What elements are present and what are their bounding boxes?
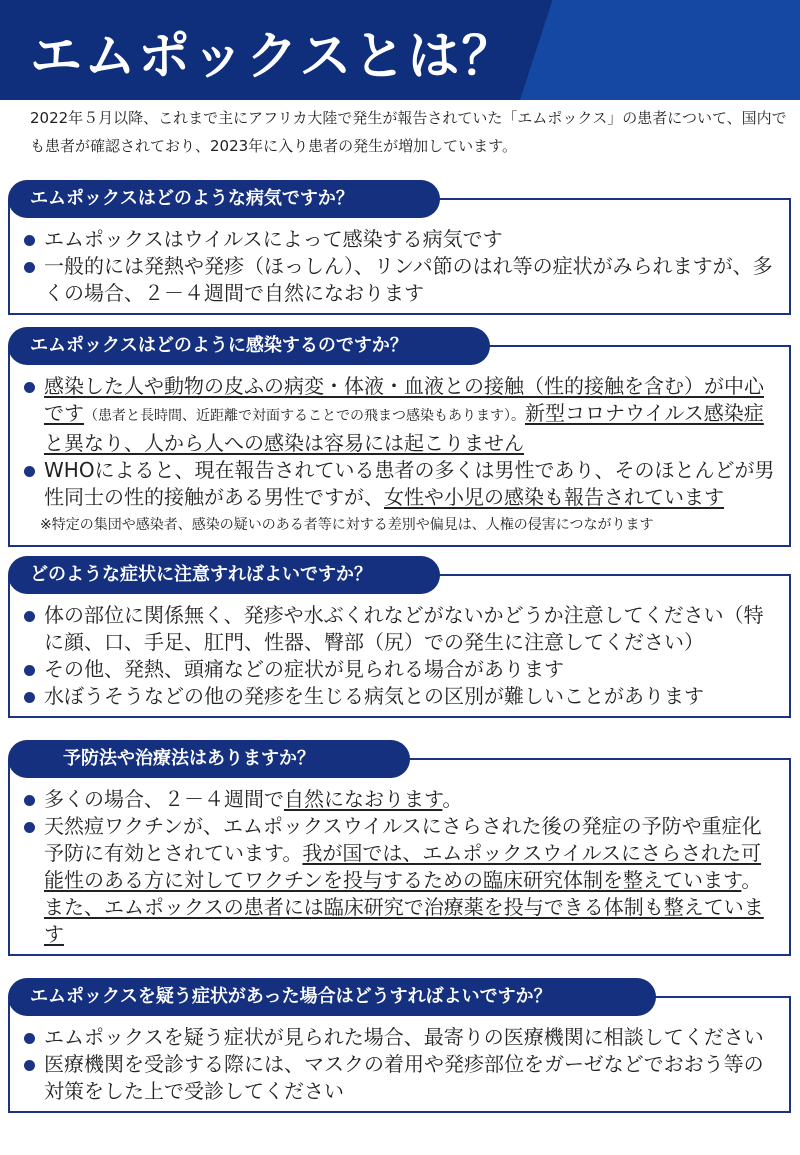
bullet-text: 医療機関を受診する際には、マスクの着用や発疹部位をガーゼなどでおおう等の対策をした上で受診してください xyxy=(44,1052,764,1103)
bullet-text: その他、発熱、頭痛などの症状が見られる場合があります xyxy=(44,657,564,681)
bullet-text: 多くの場合、２－４週間で xyxy=(44,787,284,811)
bullet-text: WHOによると、現在報告されている患者の多くは男性であり、そのほとんどが男性同士の性的接触がある男性ですが、 xyxy=(44,458,775,509)
underlined-text: 感染した人や動物の皮ふの病変・体液・血液との接触（性的接触を含む）が中心です xyxy=(44,374,764,425)
bullet-text: 。 xyxy=(442,787,463,811)
bullet-item xyxy=(24,602,777,656)
bullet-item xyxy=(24,457,777,511)
bullet-item xyxy=(24,1024,777,1051)
section-title: エムポックスはどのような病気ですか？ xyxy=(8,180,440,218)
bullet-text: （患者と長時間、近距離で対面することでの飛まつ感染もあります）。 xyxy=(84,408,525,424)
bullet-text: エムポックスはウイルスによって感染する病気です xyxy=(44,227,503,251)
underlined-text: 我が国では、エムポックスウイルスにさらされた可能性のある方に対してワクチンを投与するための臨床研究体制を整えています xyxy=(44,841,762,892)
page-title: エムポックスとは？ xyxy=(30,27,516,87)
bullet-item xyxy=(24,786,777,813)
bullet-item xyxy=(24,813,777,948)
note-text: ※特定の集団や感染者、感染の疑いのある者等に対する差別や偏見は、人権の侵害につながります xyxy=(40,517,654,533)
section-title: エムポックスはどのように感染するのですか？ xyxy=(8,327,490,365)
bullet-text: 水ぼうそうなどの他の発疹を生じる病気との区別が難しいことがあります xyxy=(44,684,704,708)
header-banner xyxy=(0,0,800,100)
bullet-item xyxy=(24,656,777,683)
bullet-text: 。 xyxy=(741,868,762,892)
bullet-item xyxy=(24,373,777,457)
section-title: どのような症状に注意すればよいですか？ xyxy=(8,556,440,594)
underlined-text: また、エムポックスの患者には臨床研究で治療薬を投与できる体制も整えています xyxy=(44,895,764,946)
underlined-text: 自然になおります xyxy=(284,787,443,811)
section-box xyxy=(8,758,791,956)
header-accent xyxy=(520,0,800,100)
underlined-text: 新型コロナウイルス感染症と異なり、人から人への感染は容易には起こりません xyxy=(44,401,764,455)
bullet-text: エムポックスを疑う症状が見られた場合、最寄りの医療機関に相談してください xyxy=(44,1025,764,1049)
underlined-text: 女性や小児の感染も報告されています xyxy=(384,485,724,509)
bullet-item xyxy=(24,226,777,253)
intro-text: 2022年５月以降、これまで主にアフリカ大陸で発生が報告されていた「エムポックス」の患者について、国内でも患者が確認されており、2023年に入り患者の発生が増加しています。 xyxy=(30,109,787,155)
section-title: エムポックスを疑う症状があった場合はどうすればよいですか？ xyxy=(8,978,656,1016)
section-box xyxy=(8,345,791,547)
bullet-text: 天然痘ワクチンが、エムポックスウイルスにさらされた後の発症の予防や重症化予防に有効とされています。 xyxy=(44,814,762,865)
bullet-text: 一般的には発熱や発疹（ほっしん）、リンパ節のはれ等の症状がみられますが、多くの場合、２－４週間で自然になおります xyxy=(44,254,773,305)
section-title: 予防法や治療法はありますか？ xyxy=(8,740,410,778)
section-box xyxy=(8,574,791,718)
bullet-text: 体の部位に関係無く、発疹や水ぶくれなどがないかどうか注意してください（特に顔、口、手足、肛門、性器、臀部（尻）での発生に注意してください） xyxy=(44,603,764,654)
bullet-item xyxy=(24,253,777,307)
bullet-item xyxy=(24,683,777,710)
bullet-item xyxy=(24,1051,777,1105)
